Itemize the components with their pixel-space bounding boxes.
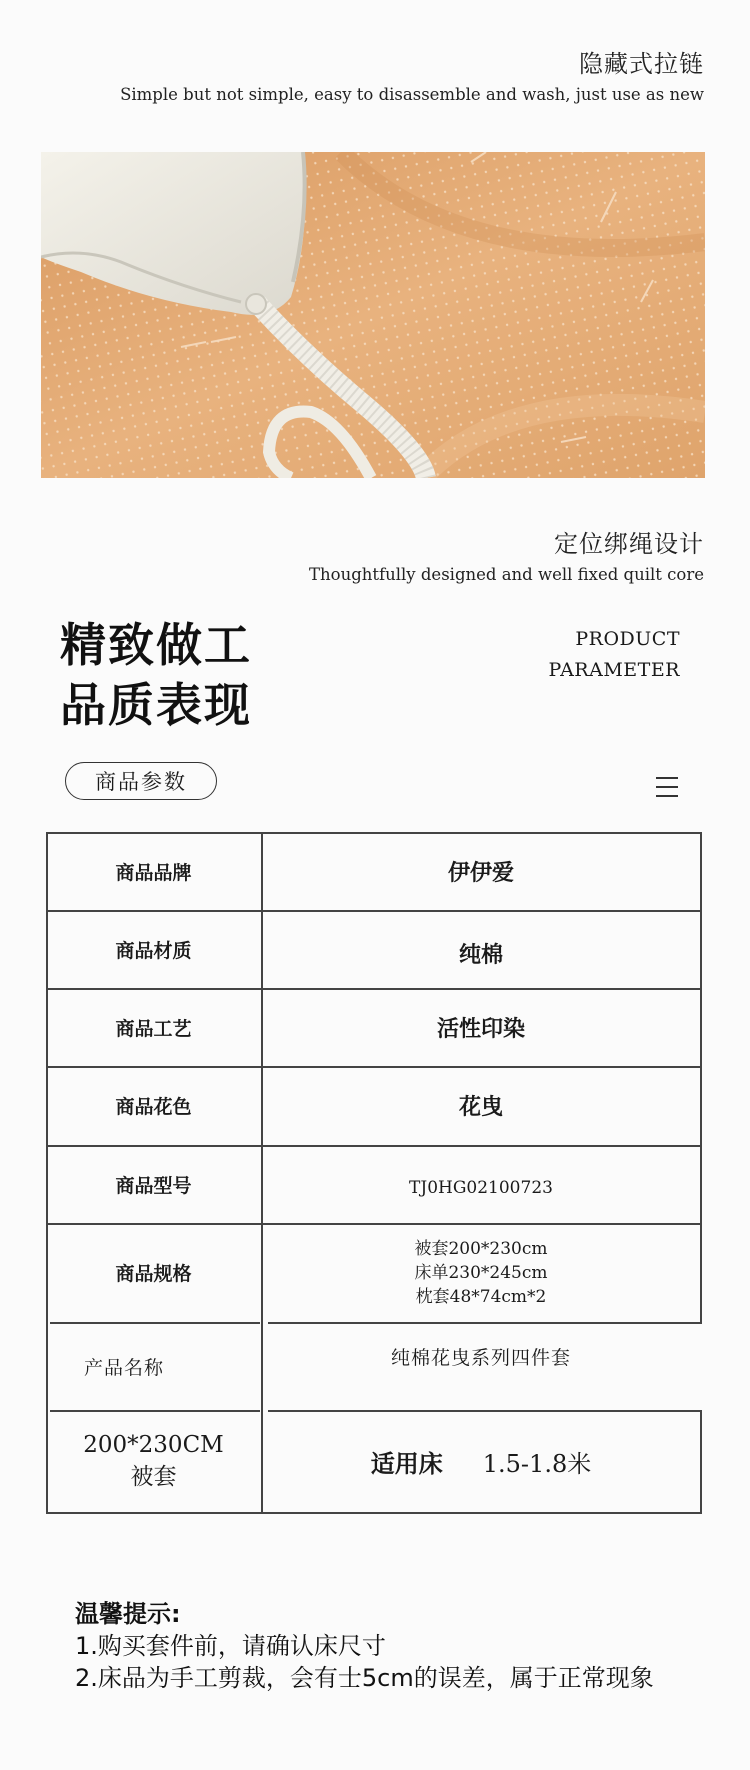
spec-line: 枕套48*74cm*2 bbox=[415, 1286, 547, 1307]
craft-label: 商品工艺 bbox=[115, 1017, 192, 1040]
bed-size bbox=[262, 1410, 700, 1512]
craft-value: 活性印染 bbox=[436, 1015, 525, 1042]
tie-detail-photo bbox=[41, 152, 705, 478]
tips-line2: 2.床品为手工剪裁，会有士5cm的误差，属于正常现象 bbox=[75, 1664, 654, 1692]
product-name-value: 纯棉花曳系列四件套 bbox=[390, 1346, 571, 1369]
tips-title: 温馨提示: bbox=[75, 1600, 181, 1628]
duvet-size-label bbox=[46, 1410, 261, 1512]
tie-title: 定位绑绳设计 bbox=[554, 530, 704, 558]
model-label: 商品型号 bbox=[115, 1174, 192, 1197]
material-value: 纯棉 bbox=[458, 941, 503, 968]
product-parameters-pill: 商品参数 bbox=[65, 762, 217, 800]
parameter-table bbox=[46, 832, 702, 1514]
zipper-subtitle: Simple but not simple, easy to disassemble and wash, just use as new bbox=[120, 85, 704, 104]
product-name-label: 产品名称 bbox=[84, 1356, 165, 1379]
spec-value bbox=[262, 1223, 700, 1322]
duvet-size-line2: 被套 bbox=[130, 1464, 177, 1490]
bed-size-label: 适用床 bbox=[370, 1448, 443, 1478]
menu-icon bbox=[656, 777, 678, 797]
model-value: TJ0HG02100723 bbox=[409, 1178, 553, 1198]
spec-line: 床单230*245cm bbox=[414, 1262, 548, 1283]
material-label: 商品材质 bbox=[115, 939, 192, 962]
pattern-value: 花曳 bbox=[458, 1094, 503, 1120]
zipper-title: 隐藏式拉链 bbox=[579, 50, 704, 78]
craft-heading-line1: 精致做工 bbox=[60, 618, 252, 672]
duvet-size-line1: 200*230CM bbox=[83, 1432, 224, 1458]
warm-tips bbox=[75, 1598, 654, 1694]
zipper-section-header bbox=[120, 44, 704, 104]
brand-value: 伊伊爱 bbox=[447, 859, 514, 886]
spec-line: 被套200*230cm bbox=[414, 1238, 548, 1259]
craft-heading bbox=[60, 615, 252, 735]
tie-subtitle: Thoughtfully designed and well fixed quilt core bbox=[309, 565, 704, 584]
tips-line1: 1.购买套件前，请确认床尺寸 bbox=[75, 1632, 386, 1660]
product-parameter-line1: PRODUCT bbox=[575, 628, 680, 650]
spec-label: 商品规格 bbox=[115, 1263, 192, 1285]
pattern-label: 商品花色 bbox=[115, 1096, 192, 1118]
tie-section-header bbox=[309, 524, 704, 584]
product-parameter-label bbox=[549, 624, 680, 686]
brand-label: 商品品牌 bbox=[115, 861, 192, 884]
bed-size-value: 1.5-1.8米 bbox=[482, 1449, 592, 1478]
craft-heading-line2: 品质表现 bbox=[60, 678, 252, 732]
product-parameter-line2: PARAMETER bbox=[548, 659, 680, 681]
